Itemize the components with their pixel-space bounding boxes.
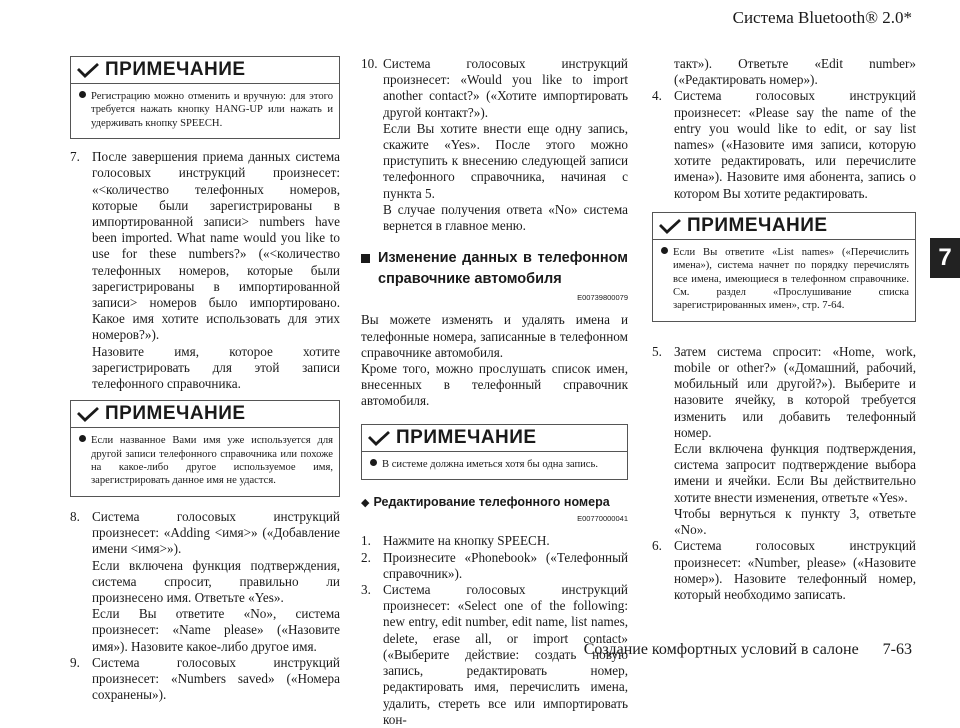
note-title: ПРИМЕЧАНИЕ [105, 58, 246, 80]
note-box [70, 56, 340, 139]
bullet-icon [79, 91, 86, 98]
note-header [362, 425, 627, 452]
checkmark-icon [659, 218, 681, 234]
column-1 [70, 56, 340, 703]
note-title: ПРИМЕЧАНИЕ [687, 214, 828, 236]
note-header [71, 57, 339, 84]
step-9: 9. Система голосовых инструкций произнесет: «Numbers saved» («Номера сохранены»). [70, 654, 340, 703]
page-number: 7-63 [882, 641, 912, 658]
section-paragraph: Вы можете изменять и удалять имена и телефонные номера, записанные в телефонном справочнике автомобиля. [361, 312, 628, 360]
edit-step-3: 3. Система голосовых инструкций произнесет: «Select one of the following: new entry, edit number, edit name, list names, delete, erase all, or import contact» («Выберите действие: создать новую запись, редактировать номер, редактировать имя, перечислить имена, удалить, стереть все или импортировать кон- [361, 582, 628, 727]
step-7-continued: Назовите имя, которое хотите зарегистрировать для этой записи телефонного справочника. [92, 343, 340, 392]
chapter-tab: 7 [930, 238, 960, 278]
edit-step-5: 5. Затем система спросит: «Home, work, mobile or other?» («Домашний, рабочий, мобильный или другой?»). Выберите и назовите ячейку, в которой требуется изменить или добавить телефонный номер. [652, 343, 916, 440]
note-box [70, 400, 340, 497]
checkmark-icon [77, 406, 99, 422]
note-box [652, 212, 916, 322]
bullet-icon [79, 435, 86, 442]
note-header [71, 401, 339, 428]
step-8-continued: Если Вы ответите «No», система произнесет: «Name please» («Назовите имя»). Назовите какое-либо другое имя. [92, 606, 340, 654]
checkmark-icon [368, 430, 390, 446]
section-code: E00739800079 [577, 293, 628, 303]
subsection-heading: ◆ Редактирование телефонного номера [361, 495, 610, 510]
page-footer [564, 641, 912, 659]
edit-step-6: 6. Система голосовых инструкций произнесет: «Number, please» («Назовите номер»). Назовите телефонный номер, который необходимо записать. [652, 538, 916, 602]
edit-step-5-continued: Если включена функция подтверждения, система запросит подтверждение выбора имени и ячейки. Если Вы действительно хотите внести изменения, ответьте «Yes». [674, 441, 916, 505]
step-10: 10. Система голосовых инструкций произнесет: «Would you like to import another contact?» («Хотите импортировать другой контакт?»). [361, 56, 628, 120]
step-8: 8. Система голосовых инструкций произнесет: «Adding <имя>» («Добавление имени <имя>»). [70, 508, 340, 557]
step-8-continued: Если включена функция подтверждения, система спросит, правильно ли произнесено имя. Ответьте «Yes». [92, 557, 340, 605]
edit-step-3-continued: такт»). Ответьте «Edit number» («Редактировать номер»). [674, 56, 916, 88]
step-7: 7. После завершения приема данных система голосовых инструкций произнесет: «<количество телефонных номеров, которые были зарегистрированы в импортированной записи> numbers have been imported. What name would you like to use for these numbers?» («<количество телефонных номеров, которые были зарегистрированы в импортированной записи> номеров было импортировано. Какое имя хотите использовать для этих номеров?»). [70, 149, 340, 343]
note-box [361, 424, 628, 480]
diamond-icon: ◆ [361, 497, 370, 510]
section-paragraph: Кроме того, можно прослушать список имен, внесенных в телефонный справочник автомобиля. [361, 361, 628, 409]
bullet-icon [661, 247, 668, 254]
note-title: ПРИМЕЧАНИЕ [396, 426, 537, 448]
note-header [653, 213, 915, 240]
edit-step-4: 4. Система голосовых инструкций произнесет: «Please say the name of the entry you would like to edit, or say list names» («Назовите имя записи, которую хотите редактировать, или перечислите имена»). Назовите имя абонента, запись о котором Вы хотите редактировать. [652, 88, 916, 201]
bullet-icon [370, 459, 377, 466]
footer-section: Создание комфортных условий в салоне [583, 641, 859, 658]
step-10-continued: Если Вы хотите внести еще одну запись, скажите «Yes». После этого можно приступить к внесению следующей записи телефонного справочника, начиная с пункта 5. [383, 120, 628, 201]
square-bullet-icon [361, 254, 370, 263]
edit-step-2: 2. Произнесите «Phonebook» («Телефонный справочник»). [361, 549, 628, 581]
page-header: Система Bluetooth® 2.0* [732, 8, 912, 27]
subsection-code: E00770000041 [577, 514, 628, 524]
note-text: Если названное Вами имя уже используется для другой записи телефонного справочника или похоже на какое-либо другое используемое имя, зарегистрировать данное имя не удастся. [71, 428, 339, 496]
step-10-continued: В случае получения ответа «No» система вернется в главное меню. [383, 201, 628, 234]
edit-step-5-continued: Чтобы вернуться к пункту 3, ответьте «No». [674, 505, 916, 538]
note-title: ПРИМЕЧАНИЕ [105, 403, 246, 425]
checkmark-icon [77, 62, 99, 78]
section-heading: Изменение данных в телефонном справочнике автомобиля [361, 248, 628, 290]
edit-step-1: 1. Нажмите на кнопку SPEECH. [361, 533, 550, 549]
note-text: Регистрацию можно отменить и вручную: для этого требуется нажать кнопку HANG-UP или нажать и удерживать кнопку SPEECH. [71, 84, 339, 138]
note-text: Если Вы ответите «List names» («Перечислить имена»), система начнет по порядку перечислять все имена, имеющиеся в телефонном справочнике. См. раздел «Прослушивание списка зарегистрированных имен», стр. 7-64. [653, 240, 915, 321]
note-text: В системе должна иметься хотя бы одна запись. [362, 452, 627, 479]
column-3 [652, 56, 916, 603]
column-2 [361, 56, 628, 728]
